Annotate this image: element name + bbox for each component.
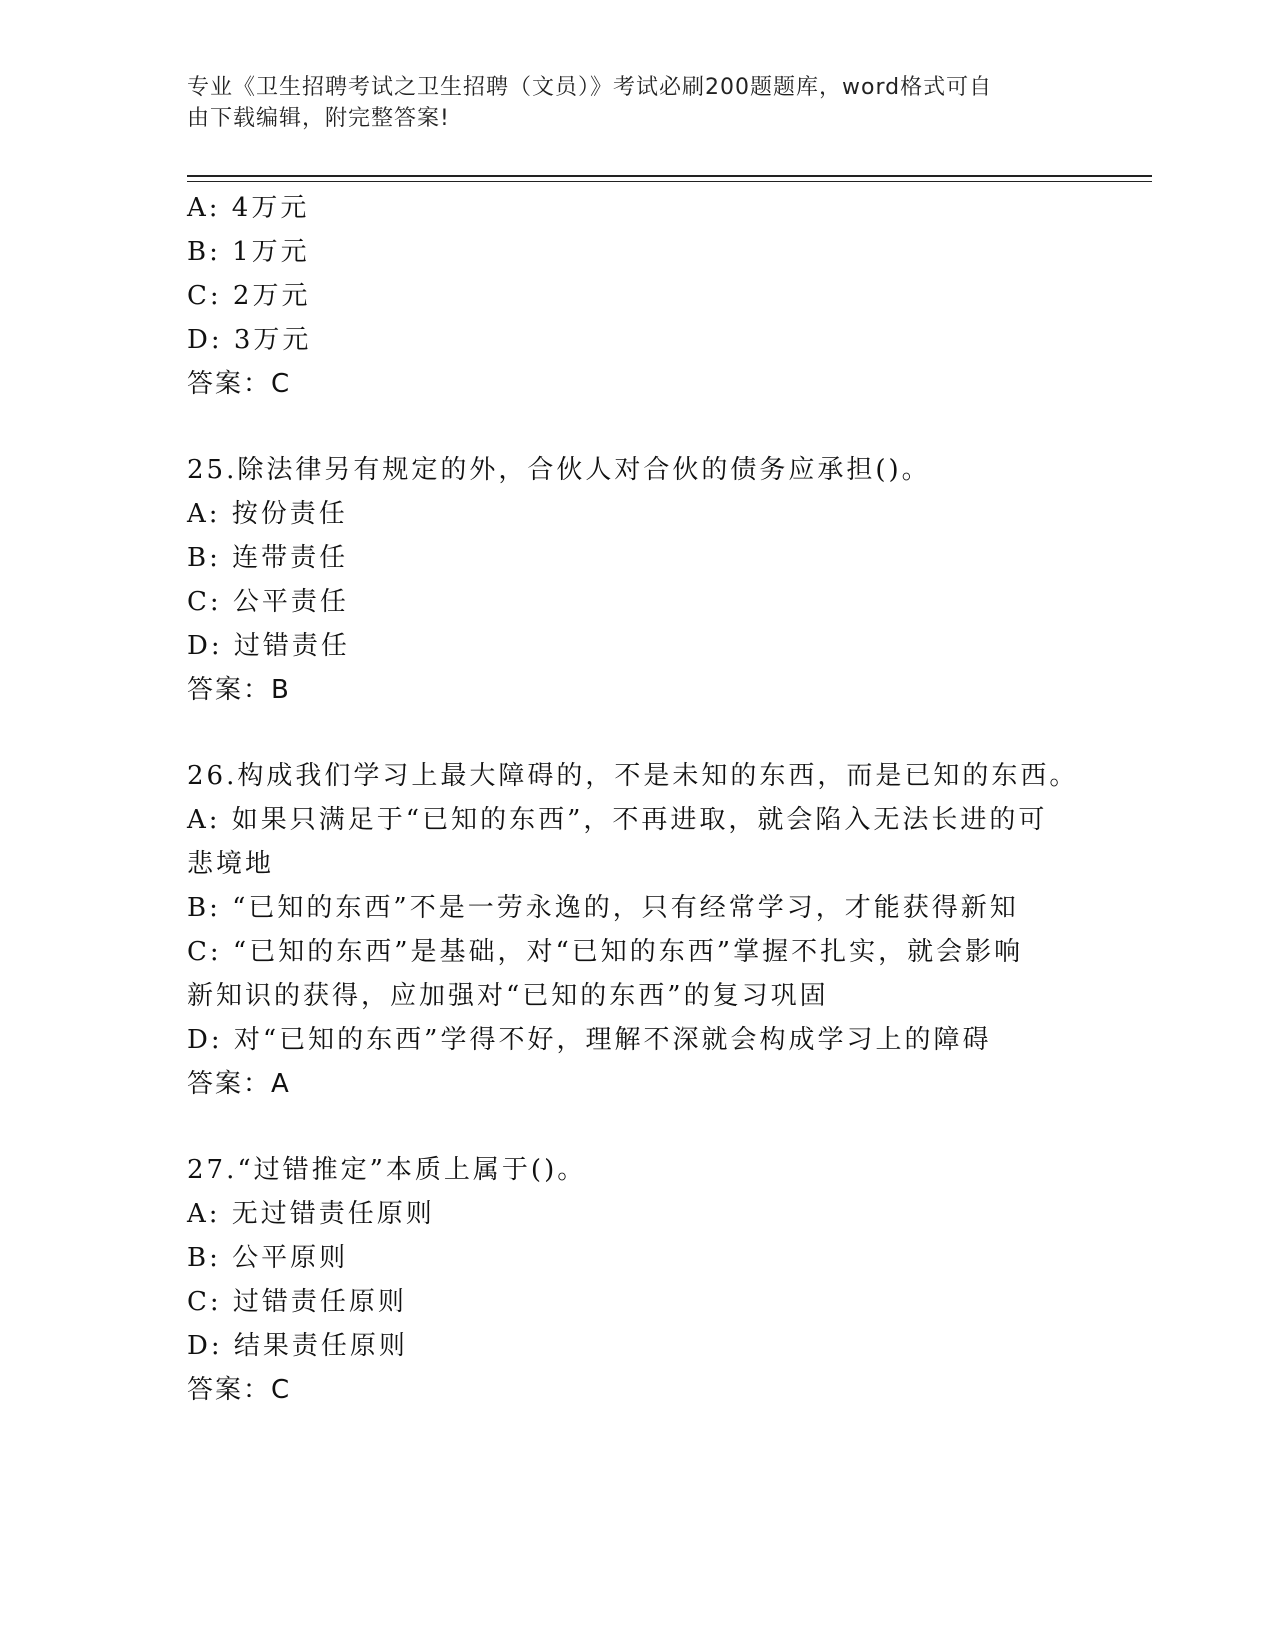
q25-stem: 25.除法律另有规定的外，合伙人对合伙的债务应承担()。 [187, 455, 931, 485]
q27-option-d: D: 结果责任原则 [187, 1331, 408, 1361]
q24-option-b: B: 1万元 [187, 237, 310, 267]
q26-option-a-line2: 悲境地 [187, 849, 275, 879]
q26-option-d: D: 对“已知的东西”学得不好，理解不深就会构成学习上的障碍 [187, 1025, 992, 1055]
q25-option-a: A: 按份责任 [187, 499, 348, 529]
header-line-1: 专业《卫生招聘考试之卫生招聘（文员）》考试必刷200题题库，word格式可自 [187, 75, 993, 100]
q25-option-d: D: 过错责任 [187, 631, 350, 661]
q26-stem: 26.构成我们学习上最大障碍的，不是未知的东西，而是已知的东西。 [187, 761, 1079, 791]
q26-option-a-line1: A: 如果只满足于“已知的东西”，不再进取，就会陷入无法长进的可 [187, 805, 1048, 835]
header-rule-thick [187, 175, 1152, 177]
q27-option-b: B: 公平原则 [187, 1243, 349, 1273]
q27-stem: 27.“过错推定”本质上属于()。 [187, 1155, 587, 1185]
q25-answer: 答案：B [187, 675, 291, 705]
q26-option-c-line2: 新知识的获得，应加强对“已知的东西”的复习巩固 [187, 981, 829, 1011]
page-header [187, 72, 1087, 134]
q24-option-a: A: 4万元 [187, 193, 310, 223]
q24-option-c: C: 2万元 [187, 281, 311, 311]
header-rule-thin [187, 181, 1152, 182]
header-line-2: 由下载编辑，附完整答案! [187, 106, 450, 131]
q27-option-c: C: 过错责任原则 [187, 1287, 407, 1317]
q25-option-b: B: 连带责任 [187, 543, 349, 573]
q26-option-c-line1: C: “已知的东西”是基础，对“已知的东西”掌握不扎实，就会影响 [187, 937, 1024, 967]
q24-option-d: D: 3万元 [187, 325, 312, 355]
q25-option-c: C: 公平责任 [187, 587, 349, 617]
q24-answer: 答案：C [187, 369, 292, 399]
q27-answer: 答案：C [187, 1375, 292, 1405]
q26-answer: 答案：A [187, 1069, 291, 1099]
q26-option-b: B: “已知的东西”不是一劳永逸的，只有经常学习，才能获得新知 [187, 893, 1019, 923]
q27-option-a: A: 无过错责任原则 [187, 1199, 435, 1229]
